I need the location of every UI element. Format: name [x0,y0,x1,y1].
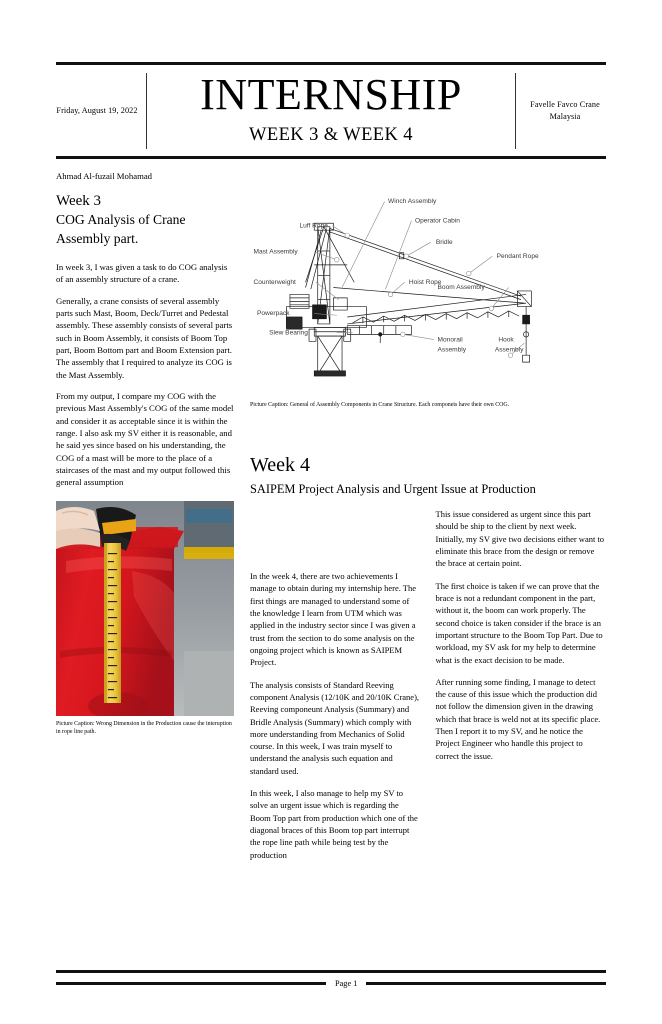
crane-label-monorail-assembly-2: Assembly [437,346,467,354]
week4-left-paragraph-2: The analysis consists of Standard Reeving component Analysis (12/10K and 20/10K Crane), Reeving componeunt Analysis (Summary) and Bridle Analysis (Summary) which comply with more understanding from Mechanics of Solid course. In this week, I was train myself to understand the analysis such equation and standard used. [250,679,420,776]
crane-label-operator-cabin: Operator Cabin [414,217,460,225]
crane-label-slew-bearing: Slew Bearing [269,329,308,337]
week4-section [250,452,606,871]
crane-label-monorail-assembly: Monorail [437,336,463,344]
week4-title: SAIPEM Project Analysis and Urgent Issue at Production [250,481,536,496]
week4-left-column [250,508,421,871]
crane-label-counterweight: Counterweight [253,279,296,286]
masthead-top-rule [56,62,606,65]
page-number: Page 1 [335,978,358,988]
crane-label-mast-assembly: Mast Assembly [253,248,298,256]
crane-label-hoist-rope: Hoist Rope [408,279,442,286]
week4-left-paragraph-1: In the week 4, there are two achievements I manage to obtain during my internship here. The first things are managed to understand some of the knowledge I learn from UTM which was applied in the industry sector since I was given a trust from the section to do some analysis on the ongoing project which is known as SAIPEM Project. [250,571,417,668]
footer-right-rule [366,982,606,985]
week4-right-paragraph-1: This issue considered as urgent since this part should be ship to the client by next week. Initially, my SV give two decisions either want to eliminate this brace from the design or remove the brace at certain point. [435,509,605,569]
page-title: INTERNSHIP [200,69,462,119]
week3-heading: Week 3 [56,193,102,210]
masthead [56,69,606,149]
week3-paragraph-3: From my output, I compare my COG with the previous Mast Assembly's COG of the same model and consider it as acceptable since it is within the range. I also ask my SV either it is reasonable, and he said yes since based on his understanding, the COG of a mast will be more to the place of a staircases of the mast and my output followed this general assumption [56,391,234,488]
masthead-subtitle: WEEK 3 & WEEK 4 [249,124,413,145]
crane-label-hook-assembly: Hook [498,336,514,344]
crane-label-winch-assembly: Winch Assembly [388,198,437,206]
crane-label-pendant-rope: Pendant Rope [496,252,539,260]
week4-right-column [436,508,607,871]
body-area [56,170,606,871]
week4-left-paragraph-3: In this week, I also manage to help my SV to solve an urgent issue which is regarding the Boom Top part from production which one of the diagonal braces of this Boom top part interrupt the rope line path while being test by the production [250,788,418,860]
crane-label-hook-assembly-2: Assembly [494,346,524,354]
crane-diagram-figure [250,170,606,398]
masthead-bottom-rule [56,156,606,159]
footer-left-rule [56,982,326,985]
crane-label-powerpack: Powerpack [256,310,290,318]
page-footer [56,970,606,988]
footer-row [56,980,606,988]
week4-right-paragraph-2: The first choice is taken if we can prove that the brace is not a redundant component in the part, without it, the boom can work properly. The second choice is taken consider if the brace is an important structure to the Boom Top Part. Due to workload, my SV ask for my help to determine what is the exact decision to be made. [435,580,603,665]
week3-title: COG Analysis of Crane Assembly part. [56,212,186,247]
week4-columns [250,508,606,871]
footer-top-rule [56,970,606,973]
masthead-date: Friday, August 19, 2022 [56,73,147,149]
byline: Ahmad Al-fuzail Mohamad [56,171,153,181]
photo-caption: Picture Caption: Wrong Dimension in the Production cause the interuption in rope line path. [56,720,232,736]
crane-label-luff-rope: Luff Rope [299,222,328,230]
crane-label-boom-assembly: Boom Assembly [437,284,485,292]
right-column [250,170,606,871]
crane-figure-caption: Picture Caption: General of Assembly Components in Crane Structure. Each componets have their own COG. [250,402,510,408]
week3-paragraph-1: In week 3, I was given a task to do COG analysis of an assembly structure of a crane. [56,261,228,285]
production-photo [56,501,234,716]
masthead-organization: Favelle Favco Crane Malaysia [515,73,606,149]
week4-right-paragraph-3: After running some finding, I manage to detect the cause of this issue which the production did not follow the dimension given in the drawing which that brace is weld not at its specific place. Then I report it to my SV, and he notice the Project Engineer who handle this project to correct the issue. [435,676,601,761]
left-column [56,170,234,871]
masthead-center [147,69,515,149]
week4-heading: Week 4 [250,453,311,476]
week3-paragraph-2: Generally, a crane consists of several assembly parts such Mast, Boom, Deck/Turret and Pedestal assembly. These assembly consists of several parts such in Boom Assembly, it consists of Boom Top part, Boom Bottom part and Boom Extension part. The assembly that I required to analyze its COG is the Mast Assembly. [56,295,233,380]
crane-label-bridle: Bridle [435,239,453,247]
production-photo-figure [56,501,234,737]
